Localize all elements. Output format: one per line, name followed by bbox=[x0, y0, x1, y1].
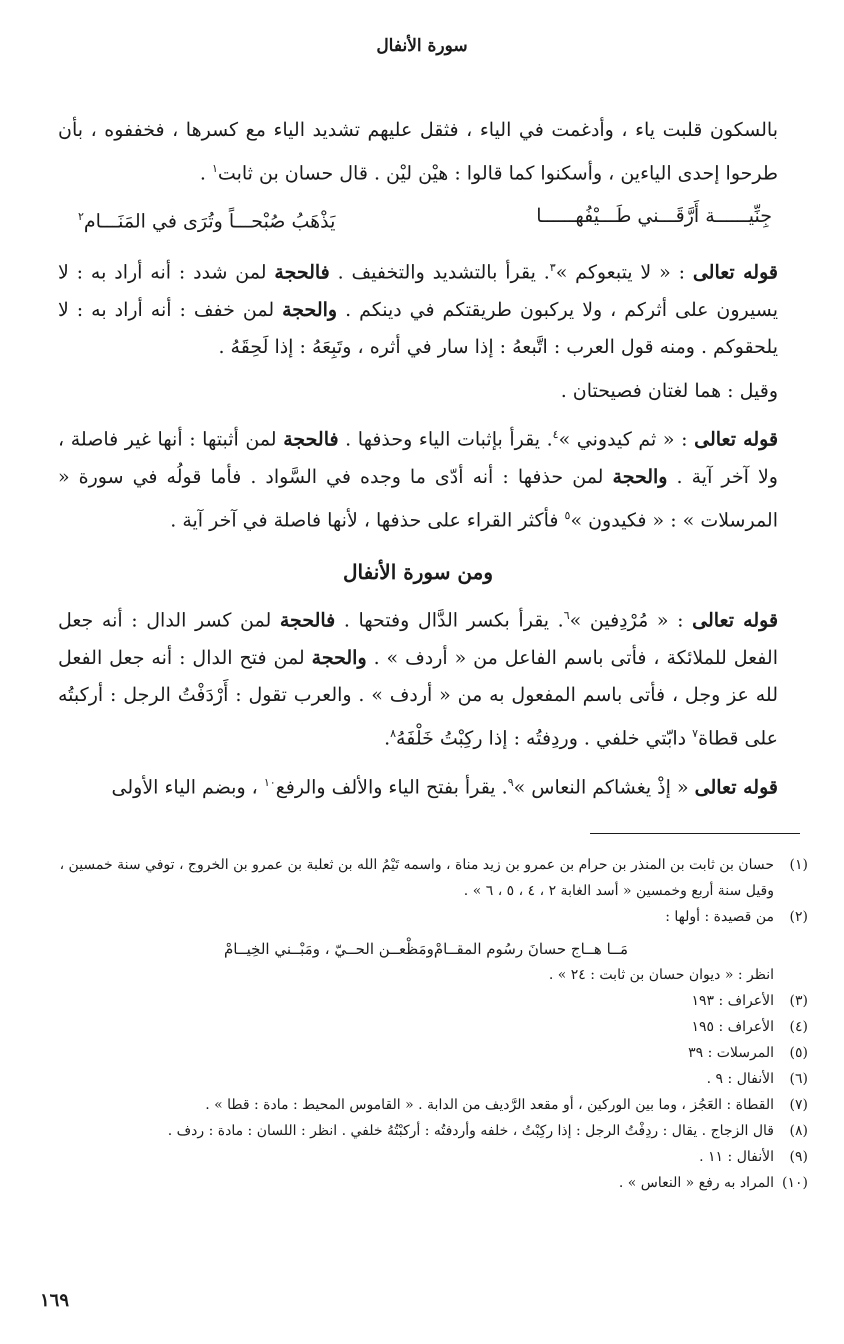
text-segment: لمن كسر الدال : أنه جعل الفعل للملائكة ، فأتى باسم الفاعل من « أردف » . bbox=[58, 609, 778, 669]
footnote-7 bbox=[30, 1092, 808, 1118]
footnote-ref-10[interactable]: ١٠ bbox=[263, 775, 276, 789]
lead-phrase: قوله تعالى bbox=[694, 428, 779, 451]
paragraph-2b: وقيل : هما لغتان فصيحتان . bbox=[560, 379, 778, 402]
footnote-ref-5[interactable]: ٥ bbox=[564, 508, 571, 522]
footnote-ref-6[interactable]: ٦ bbox=[563, 609, 570, 623]
footnote-number: (٥) bbox=[789, 1045, 808, 1061]
quranic-quote: : « لا يتبعوكم » bbox=[555, 261, 685, 284]
footnote-text: الأعراف : ١٩٥ bbox=[691, 1019, 774, 1035]
text-segment: . يقرأ بإثبات الياء وحذفها . bbox=[345, 428, 553, 451]
hujja-keyword: والحجة bbox=[311, 646, 367, 669]
text-segment: لمن حذفها : أنه أدّى ما وجده في السَّواد . فأما قولُه في سورة « المرسلات » : « فكيدون » bbox=[58, 466, 778, 532]
footnote-number: (٧) bbox=[789, 1097, 808, 1113]
lead-phrase: قوله تعالى bbox=[692, 609, 779, 632]
footnote-text: من قصيدة : أولها : bbox=[665, 909, 774, 925]
footnote-verse-second: ومَظْعــن الحــيّ ، ومَبْــني الخِيــامْ bbox=[223, 940, 434, 958]
footnote-number: (٤) bbox=[789, 1019, 808, 1035]
text-segment: لمن خفف : أنه أراد به : لا يلحقوكم . ومنه قول العرب : اتَّبعهُ : إذا سار في أثره ، وتَبِعَهُ : إذا لَحِقَهُ . bbox=[58, 298, 778, 359]
footnote-number: (١) bbox=[789, 857, 808, 873]
page-number: ١٦٩ bbox=[40, 1290, 70, 1311]
footnote-1 bbox=[30, 852, 808, 904]
footnote-number: (٨) bbox=[789, 1123, 808, 1139]
footnote-text: المراد به رفع « النعاس » . bbox=[618, 1175, 774, 1191]
paragraph-5 bbox=[58, 764, 778, 807]
footnote-number: (٩) bbox=[789, 1149, 808, 1165]
text-segment: دابّتي خلفي . وردِفتُه : إذا ركِبْتُ خَلْفَهُ bbox=[396, 727, 687, 750]
section-title: ومن سورة الأنفال bbox=[342, 559, 494, 584]
footnote-verse-first: مَــا هــاج حسانَ رسُوم المقــامْ bbox=[433, 940, 628, 958]
footnote-8 bbox=[30, 1118, 808, 1144]
footnote-ref-8[interactable]: ٨ bbox=[390, 726, 397, 740]
paragraph-1-line-1: بالسكون قلبت ياء ، وأدغمت في الياء ، فثقل عليهم تشديد الياء مع كسرها ، فخففوه ، bbox=[90, 119, 778, 141]
text-segment: لمن فتح الدال : أنه جعل الفعل لله عز وجل ، فأتى باسم المفعول به من « أردف » . والعرب تقول : أَرْدَفْتُ الرجل : أركبتُه على قطاة bbox=[58, 646, 778, 750]
footnote-text: حسان بن ثابت بن المنذر بن حرام بن عمرو بن زيد مناة ، واسمه تَيْمُ الله بن ثعلبة بن عمرو بن الخروج ، توفي سنة خمسين ، وقيل سنة أربع وخمسين « أسد الغابة ٢ ، ٤ ، ٥ ، ٦ » . bbox=[59, 857, 774, 899]
footnote-ref-4[interactable]: ٤ bbox=[552, 428, 559, 442]
verse-first-hemistich: جِنِّيــــــة أَرَّقَـــني طَـــيْفُهــــــا bbox=[536, 205, 772, 228]
paragraph-2 bbox=[58, 249, 778, 367]
text-segment: . يقرأ بفتح الياء والألف والرفع bbox=[275, 776, 508, 799]
footnotes bbox=[30, 852, 808, 1196]
footnote-6 bbox=[30, 1066, 808, 1092]
text-segment: لمن أثبتها : أنها غير فاصلة ، ولا آخر آية . bbox=[58, 428, 778, 489]
paragraph-3 bbox=[58, 416, 778, 539]
hujja-keyword: والحجة bbox=[612, 466, 668, 489]
text-segment: لمن شدد : أنه أراد به : لا يسيرون على أثركم ، ولا يركبون طريقتكم في دينكم . bbox=[58, 261, 779, 321]
main-text bbox=[58, 112, 778, 813]
verse-second-hemistich: يَذْهَبُ صُبْحـــاً وتُرَى في المَنَـــام$^٢$ bbox=[78, 210, 336, 233]
footnote-number: (٦) bbox=[789, 1071, 808, 1087]
footnote-text: الأنفال : ١١ . bbox=[699, 1149, 774, 1165]
footnote-number: (١٠) bbox=[782, 1175, 808, 1191]
footnote-ref-2[interactable]: ٢ bbox=[78, 210, 84, 224]
paragraph-1-line-2: بأن طرحوا إحدى الياءين ، وأسكنوا كما قالوا : هيْن ليْن . قال حسان بن ثابت bbox=[58, 119, 778, 184]
footnote-5 bbox=[30, 1040, 808, 1066]
footnote-text: القطاة : العَجُز ، وما بين الوركين ، أو مقعد الرَّديف من الدابة . « القاموس المحيط : مادة : قطا » . bbox=[205, 1097, 774, 1113]
text-segment: ، وبضم الياء الأولى bbox=[111, 776, 258, 799]
footnote-2-reference: انظر : « ديوان حسان بن ثابت : ٢٤ » . bbox=[548, 967, 774, 983]
running-head: سورة الأنفال bbox=[376, 36, 468, 56]
lead-phrase: قوله تعالى bbox=[694, 776, 778, 799]
footnote-text: الأنفال : ٩ . bbox=[706, 1071, 774, 1087]
footnote-9 bbox=[30, 1144, 808, 1170]
footnote-ref-1[interactable]: ١ bbox=[212, 161, 218, 175]
text-segment: . يقرأ بكسر الدَّال وفتحها . bbox=[343, 609, 564, 632]
footnote-ref-9[interactable]: ٩ bbox=[507, 775, 514, 789]
paragraph-1: بالسكون قلبت ياء ، وأدغمت في الياء ، فثقل عليهم تشديد الياء مع كسرها ، فخففوه ، بأن طرحوا إحدى الياءين ، وأسكنوا كما قالوا : هيْن ليْن . قال حسان بن ثابت$^١$ . bbox=[58, 119, 778, 184]
footnote-text: الأعراف : ١٩٣ bbox=[691, 993, 774, 1009]
hujja-keyword: فالحجة bbox=[274, 261, 330, 284]
paragraph-4 bbox=[58, 597, 778, 758]
text-segment: . bbox=[384, 727, 391, 750]
quranic-quote: : « ثم كيدوني » bbox=[558, 428, 688, 451]
verse-couplet bbox=[58, 198, 778, 241]
footnote-number: (٢) bbox=[789, 909, 808, 925]
hujja-keyword: فالحجة bbox=[279, 609, 336, 632]
quranic-quote: : « مُرْدِفين » bbox=[569, 609, 684, 632]
lead-phrase: قوله تعالى bbox=[692, 261, 778, 284]
hujja-keyword: والحجة bbox=[282, 298, 338, 321]
footnote-text: قال الزجاج . يقال : ردِفْتُ الرجل : إذا ركِبْتُ ، خلفه وأردفتُه : أركبْتُهُ خلفي . انظر : اللسان : مادة : ردف . bbox=[167, 1123, 774, 1139]
text-segment: . يقرأ بالتشديد والتخفيف . bbox=[337, 261, 550, 284]
footnote-3 bbox=[30, 988, 808, 1014]
footnote-number: (٣) bbox=[789, 993, 808, 1009]
footnote-divider bbox=[590, 833, 800, 834]
footnote-verse bbox=[30, 930, 808, 962]
footnote-10 bbox=[30, 1170, 808, 1196]
quranic-quote: « إذْ يغشاكم النعاس » bbox=[513, 776, 689, 799]
footnote-ref-7[interactable]: ٧ bbox=[692, 726, 699, 740]
footnote-4 bbox=[30, 1014, 808, 1040]
footnote-ref-3[interactable]: ٣ bbox=[549, 261, 556, 275]
hujja-keyword: فالحجة bbox=[283, 428, 339, 451]
footnote-2 bbox=[30, 904, 808, 930]
footnote-text: المرسلات : ٣٩ bbox=[688, 1045, 774, 1061]
text-segment: فأكثر القراء على حذفها ، لأنها فاصلة في آخر آية . bbox=[170, 509, 559, 532]
